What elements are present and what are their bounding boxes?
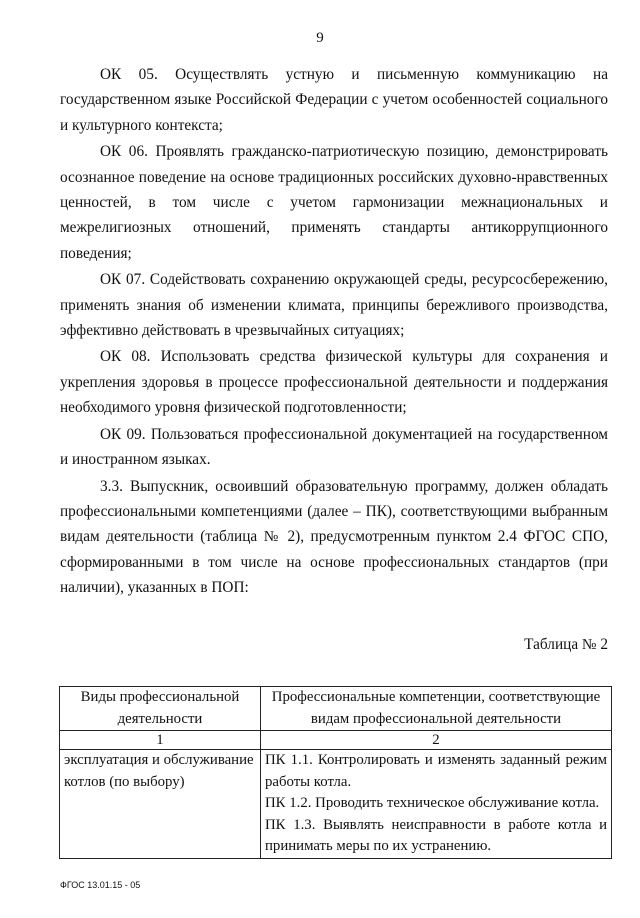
competency-pk-1-3: ПК 1.3. Выявлять неисправности в работе котла и принимать меры по их устранению. bbox=[265, 816, 607, 854]
table-caption: Таблица № 2 bbox=[524, 636, 608, 653]
table-row bbox=[60, 750, 612, 859]
paragraph-3-3: 3.3. Выпускник, освоивший образовательную программу, должен обладать профессиональными компетенциями (далее – ПК), соответствующими выбранным видам деятельности (таблица № 2), предусмотренным пунктом 2.4 ФГОС СПО, сформированными в том числе на основе профессиональных стандартов (при наличии), указанных в ПОП: bbox=[60, 477, 608, 597]
page-number: 9 bbox=[316, 30, 324, 46]
table-header-row bbox=[60, 687, 612, 731]
column-number-2: 2 bbox=[261, 731, 612, 750]
table-number-row bbox=[60, 731, 612, 750]
activity-cell: эксплуатация и обслуживание котлов (по выбору) bbox=[60, 750, 261, 859]
paragraph-ok07: ОК 07. Содействовать сохранению окружающей среды, ресурсосбережению, применять знания об изменении климата, принципы бережливого производства, эффективно действовать в чрезвычайных ситуациях; bbox=[60, 271, 608, 340]
paragraph-ok05: ОК 05. Осуществлять устную и письменную коммуникацию на государственном языке Российской Федерации с учетом особенностей социального и культурного контекста; bbox=[60, 66, 608, 134]
competencies-table bbox=[59, 686, 612, 859]
footer-code: ФГОС 13.01.15 - 05 bbox=[60, 880, 141, 890]
paragraph-ok08: ОК 08. Использовать средства физической культуры для сохранения и укрепления здоровья в процессе профессиональной деятельности и поддержания необходимого уровня физической подготовленности; bbox=[60, 348, 608, 417]
paragraph-ok09: ОК 09. Пользоваться профессиональной документацией на государственном и иностранном языках. bbox=[60, 425, 608, 469]
column-number-1: 1 bbox=[60, 731, 261, 750]
competency-pk-1-2: ПК 1.2. Проводить техническое обслуживание котла. bbox=[265, 795, 600, 811]
competency-pk-1-1: ПК 1.1. Контролировать и изменять заданный режим работы котла. bbox=[265, 752, 607, 790]
header-activity: Виды профессиональной деятельности bbox=[60, 687, 261, 731]
paragraph-ok06: ОК 06. Проявлять гражданско-патриотическую позицию, демонстрировать осознанное поведение на основе традиционных российских духовно-нравственных ценностей, в том числе с учетом гармонизации межнациональных и межрелигиозных отношений, применять стандарты антикоррупционного поведения; bbox=[60, 143, 608, 262]
header-competencies: Профессиональные компетенции, соответствующие видам профессиональной деятельности bbox=[261, 687, 612, 731]
document-body bbox=[60, 62, 608, 601]
competencies-cell bbox=[261, 750, 612, 859]
